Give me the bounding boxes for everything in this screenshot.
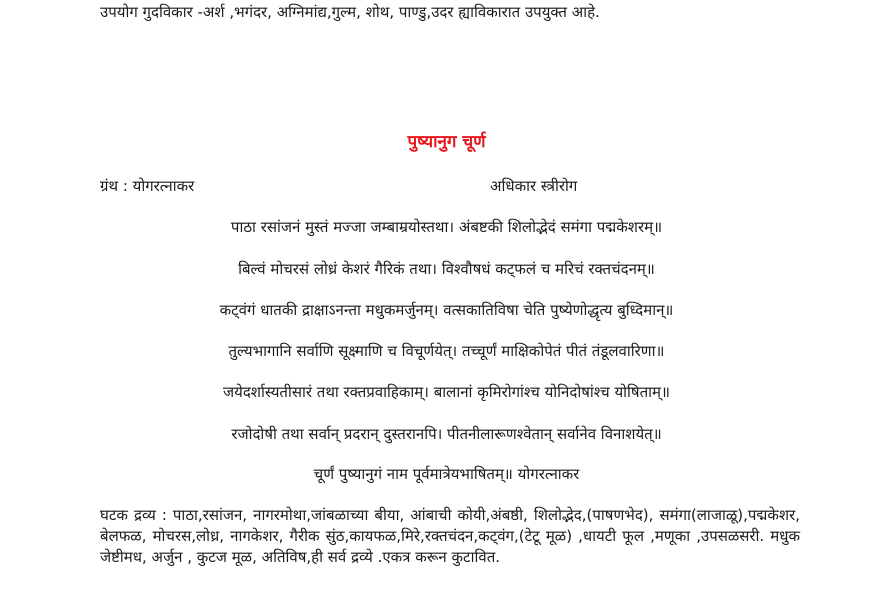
section-title: पुष्यानुग चूर्ण xyxy=(407,132,486,152)
usage-line: उपयोग गुदविकार -अर्श ,भगंदर, अग्निमांद्य,गुल्म, शोथ, पाण्डु,उदर ह्याविकारात उपयुक्त आहे. xyxy=(100,3,600,21)
verse-line: बिल्वं मोचरसं लोध्रं केशरं गैरिकं तथा। विश्वौषधं कट्फलं च मरिचं रक्तचंदनम्॥ xyxy=(238,260,655,278)
adhikar-label: अधिकार स्त्रीरोग xyxy=(490,177,578,195)
verse-line: पाठा रसांजनं मुस्तं मज्जा जम्बाम्रयोस्तथा। अंबष्टकी शिलोद्भेदं समंगा पद्मकेशरम्॥ xyxy=(230,218,663,236)
granth-label: ग्रंथ : योगरत्नाकर xyxy=(100,177,195,195)
verse-line: कट्वंगं धातकी द्राक्षाऽनन्ता मधुकमर्जुनम्। वत्सकातिविषा चेति पुष्येणोद्धृत्य बुध्दिमान्॥ xyxy=(219,301,674,319)
ingredients-paragraph: घटक द्रव्य : पाठा,रसांजन, नागरमोथा,जांबळाच्या बीया, आंबाची कोयी,अंबष्ठी, शिलोद्भेद,(पाषणभेद), समंगा(लाजाळू),पद्मकेशर, बेलफळ, मोचरस,लोध्र, नागकेशर, गैरीक सुंठ,कायफळ,मिरे,रक्तचंदन,कट्वंग,(टेटू मूळ) ,धायटी फूल ,मणूका ,उपसळसरी. मधुक जेष्टीमध, अर्जुन , कुटज मूळ, अतिविष,ही सर्व द्रव्ये .एकत्र करून कुटावित. xyxy=(100,506,800,566)
verse-line: रजोदोषी तथा सर्वान् प्रदरान् दुस्तरानपि। पीतनीलारूणश्वेतान् सर्वानेव विनाशयेत्॥ xyxy=(231,425,662,443)
verse-line: तुल्यभागानि सर्वाणि सूक्ष्माणि च विचूर्णयेत्। तच्चूर्णं माक्षिकोपेतं पीतं तंडूलवारिणा॥ xyxy=(228,342,665,360)
verse-line: चूर्णं पुष्यानुगं नाम पूर्वमात्रेयभाषितम्॥ योगरत्नाकर xyxy=(313,465,580,483)
verse-line: जयेदर्शास्यतीसारं तथा रक्तप्रवाहिकाम्। बालानां कृमिरोगांश्च योनिदोषांश्च योषिताम्॥ xyxy=(222,383,670,401)
